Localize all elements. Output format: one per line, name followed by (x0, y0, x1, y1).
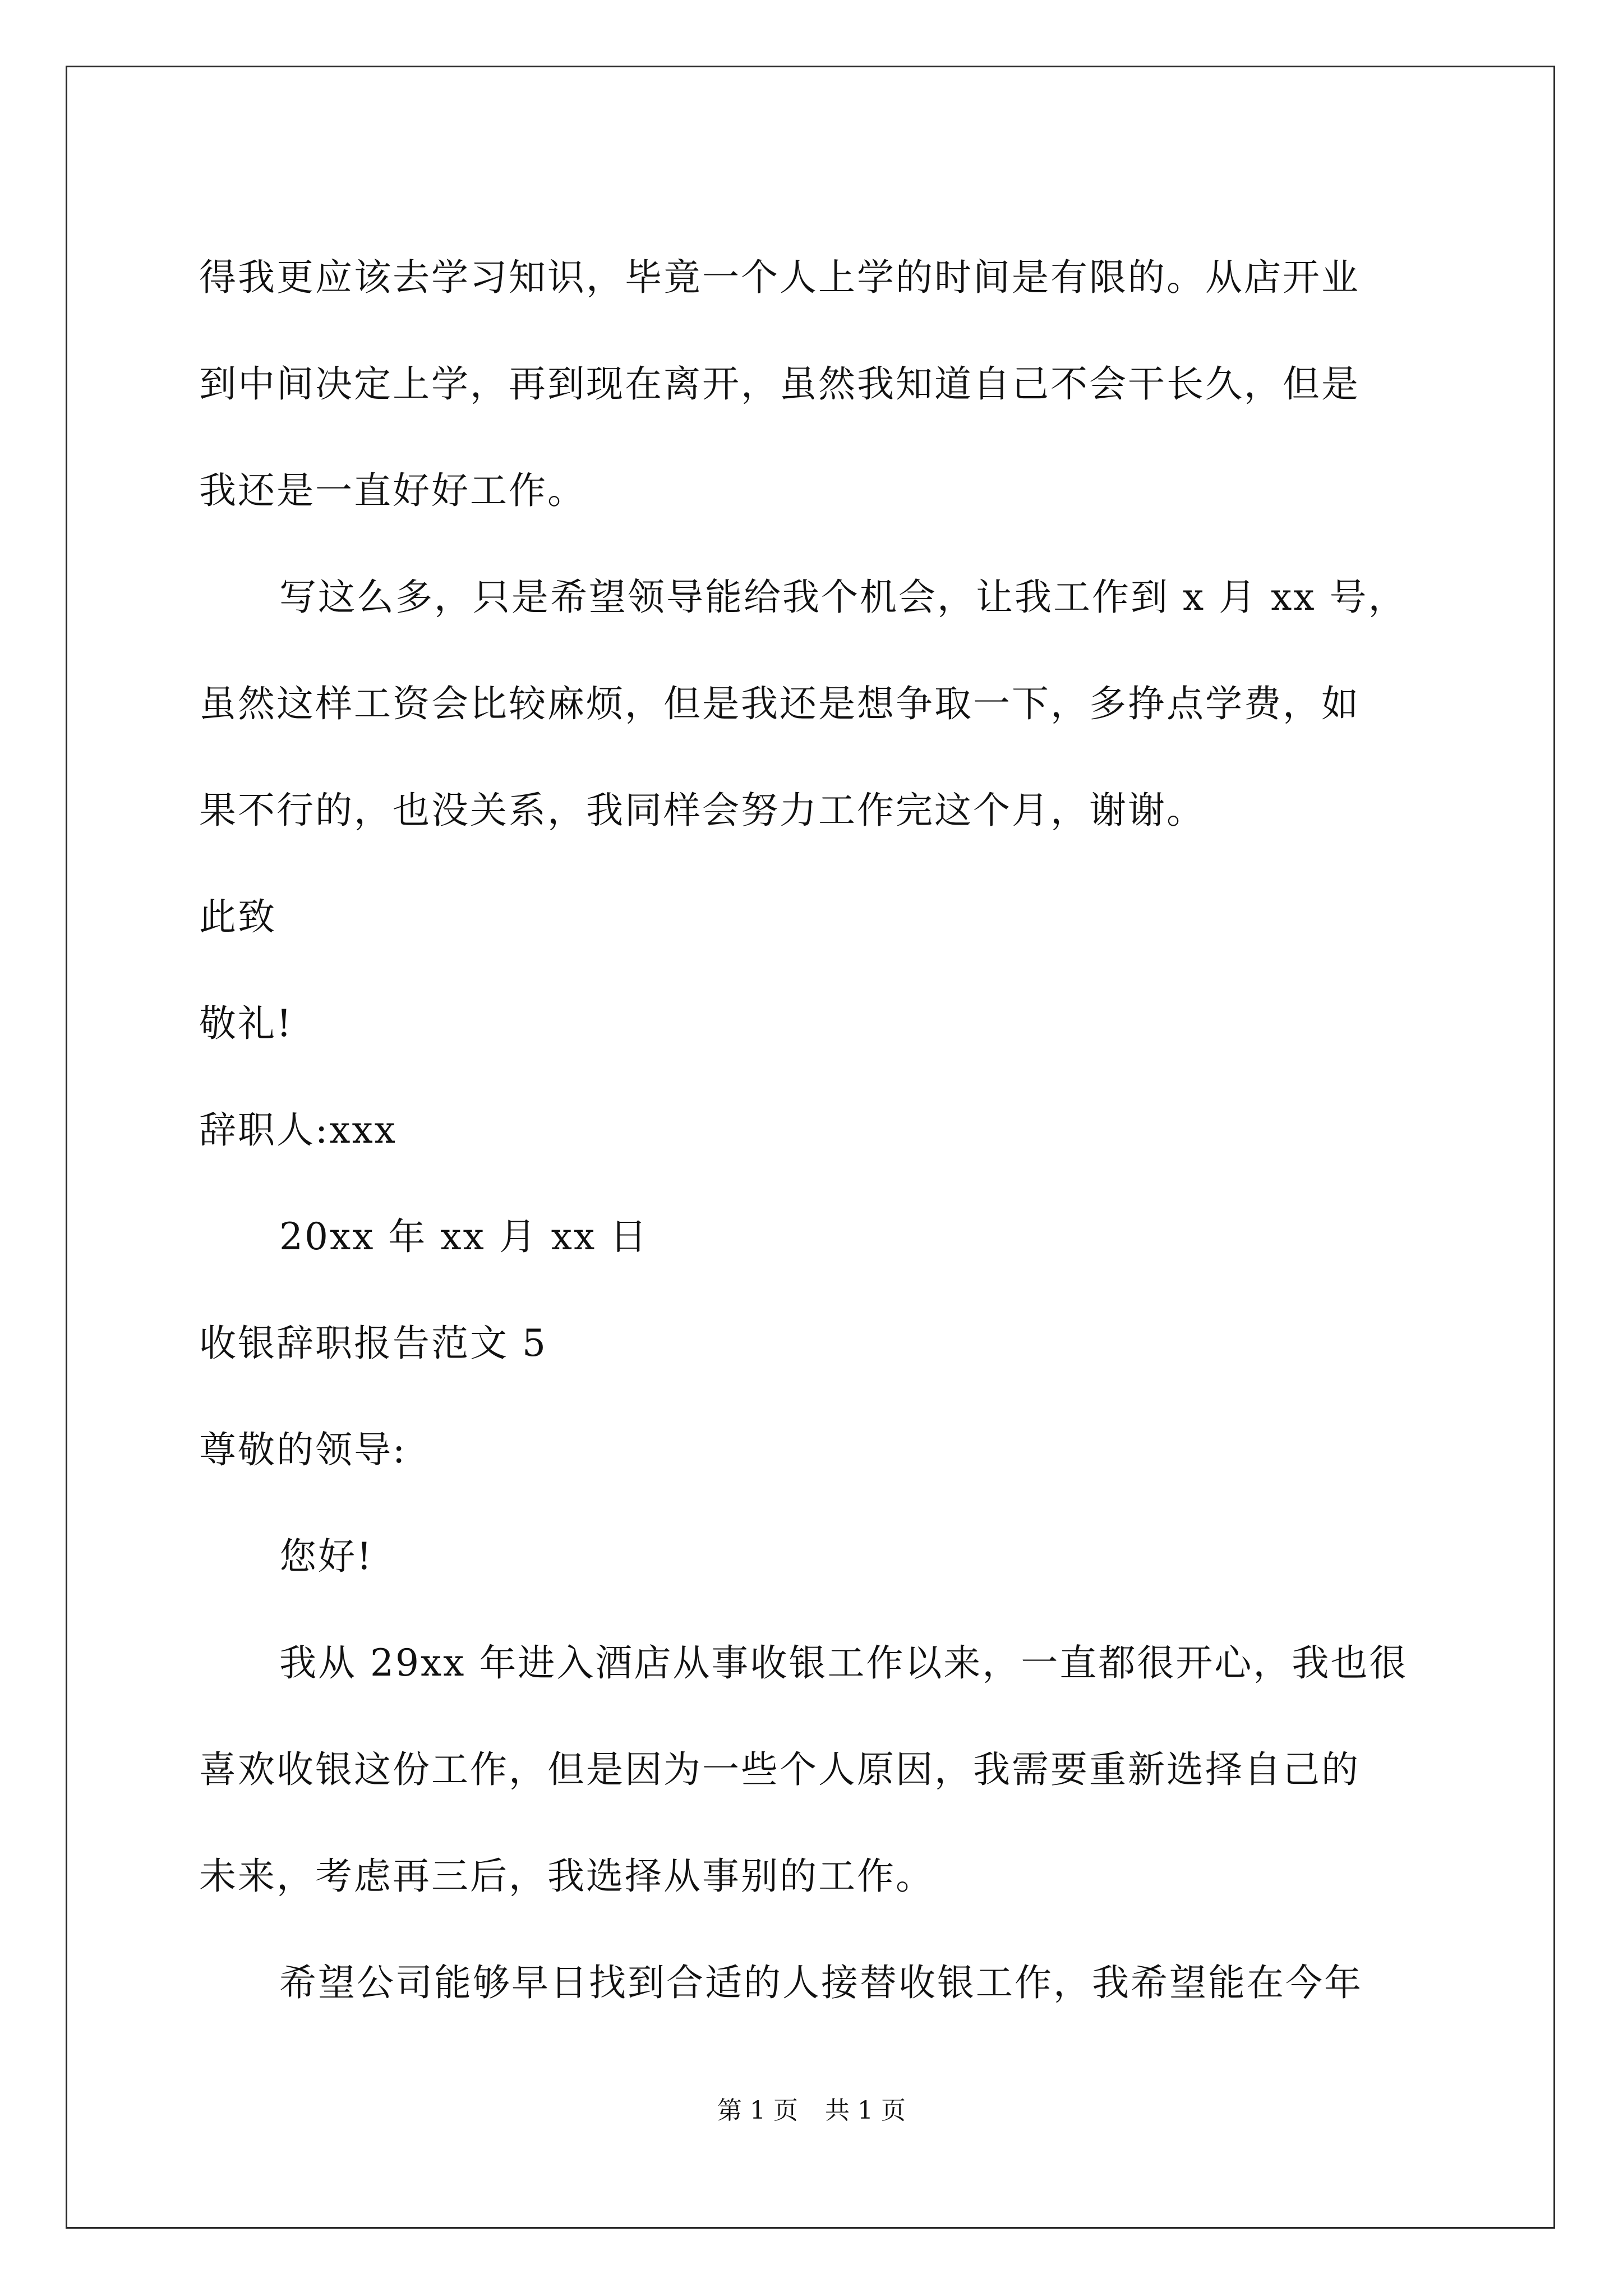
section-heading: 收银辞职报告范文 5 (199, 1322, 547, 1365)
signature-line: 辞职人:xxx (199, 1108, 397, 1152)
page-footer (0, 2094, 1623, 2128)
page-number: 第 1 页 (717, 2096, 798, 2125)
text-line: 喜欢收银这份工作，但是因为一些个人原因，我需要重新选择自己的 (199, 1748, 1360, 1791)
greeting-line: 尊敬的领导: (199, 1428, 407, 1471)
text-line: 我还是一直好好工作。 (199, 469, 586, 512)
greeting-hello: 您好! (279, 1535, 374, 1578)
text-line: 果不行的，也没关系，我同样会努力工作完这个月，谢谢。 (199, 789, 1205, 832)
text-line: 未来，考虑再三后，我选择从事别的工作。 (199, 1855, 934, 1898)
date-line: 20xx 年 xx 月 xx 日 (279, 1215, 649, 1258)
text-line: 希望公司能够早日找到合适的人接替收银工作，我希望能在今年 (279, 1961, 1363, 2004)
text-line: 到中间决定上学，再到现在离开，虽然我知道自己不会干长久，但是 (199, 362, 1360, 406)
text-line: 得我更应该去学习知识，毕竟一个人上学的时间是有限的。从店开业 (199, 256, 1360, 299)
document-body (199, 224, 1433, 2036)
text-line: 虽然这样工资会比较麻烦，但是我还是想争取一下，多挣点学费，如 (199, 682, 1360, 725)
closing-salutation: 此致 (199, 895, 276, 938)
text-line: 我从 29xx 年进入酒店从事收银工作以来，一直都很开心，我也很 (279, 1641, 1408, 1685)
text-line: 写这么多，只是希望领导能给我个机会，让我工作到 x 月 xx 号， (279, 576, 1407, 619)
closing-regards: 敬礼! (199, 1002, 293, 1045)
page-total: 共 1 页 (825, 2096, 906, 2125)
